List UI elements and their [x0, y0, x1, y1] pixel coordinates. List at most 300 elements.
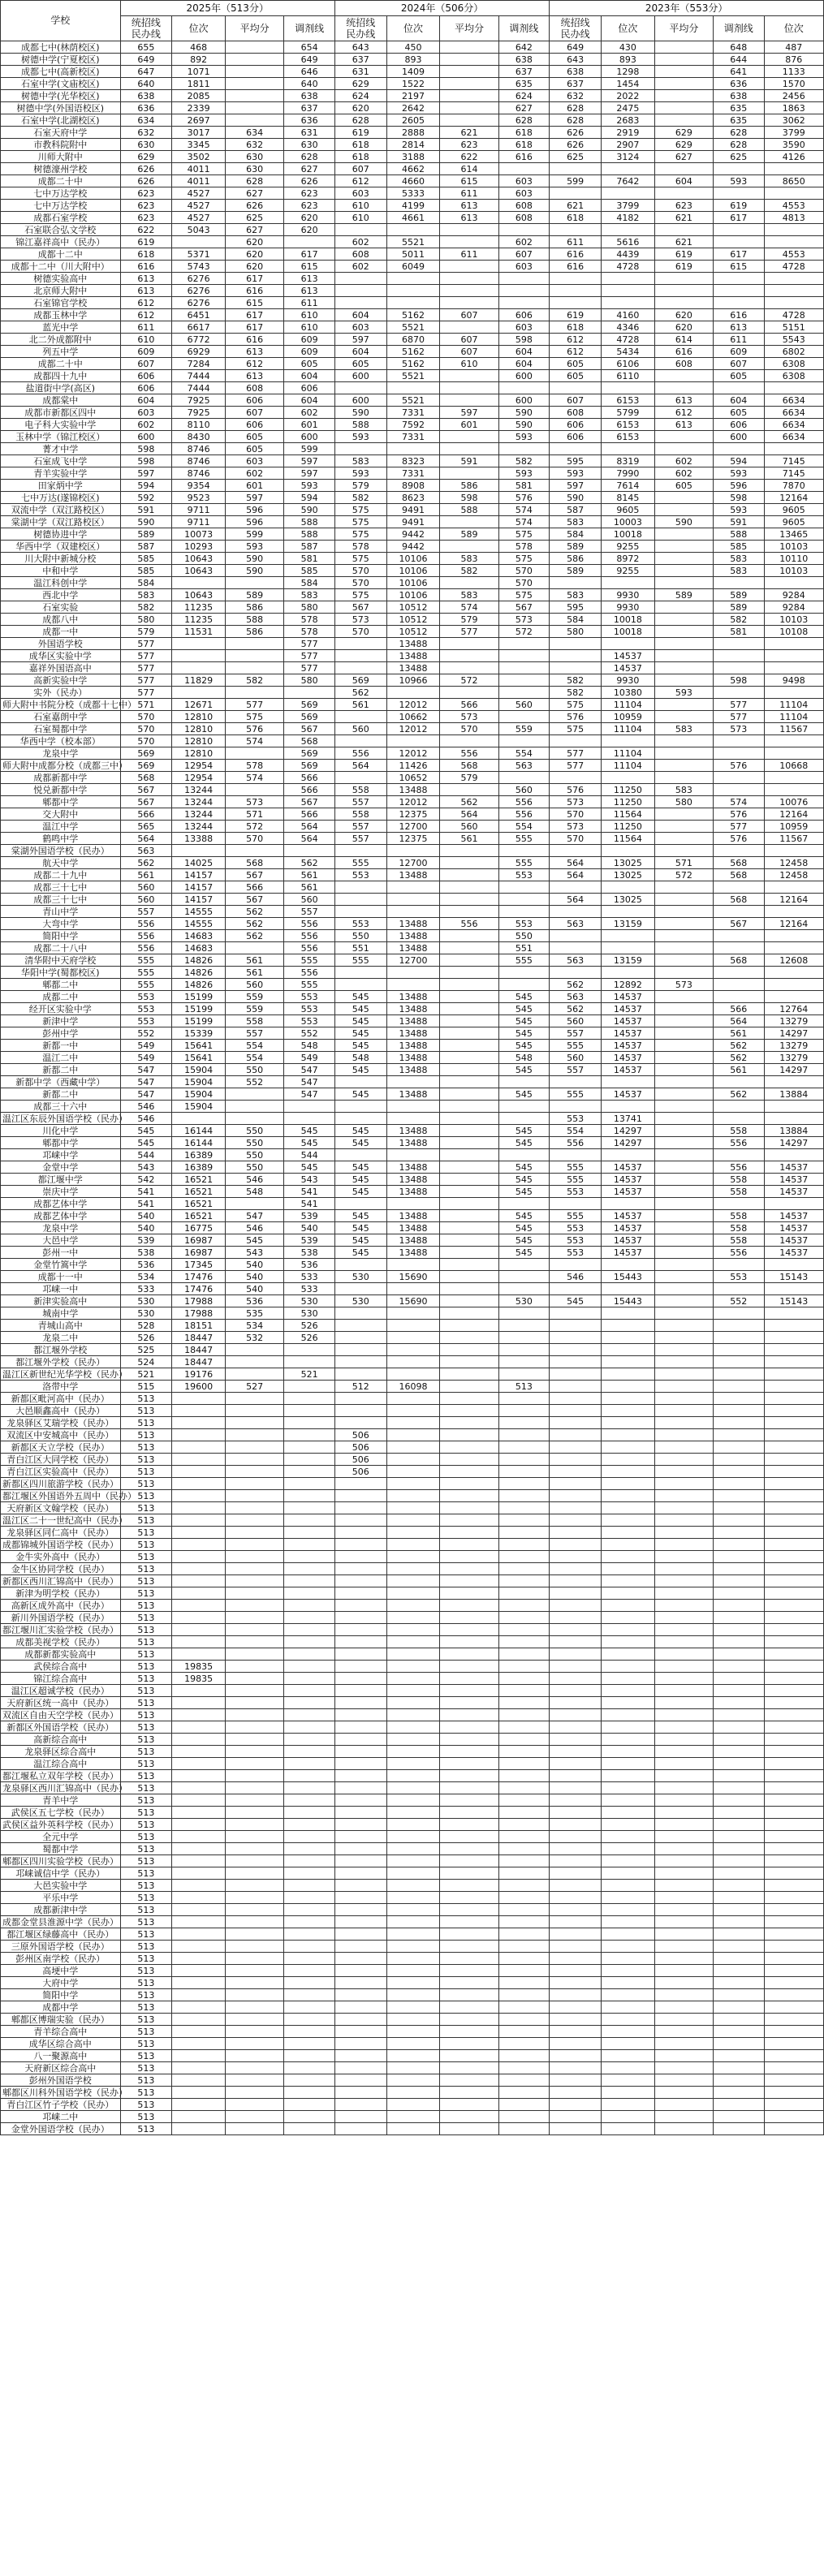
table-row	[1, 1283, 824, 1295]
school-name: 成都三十七中	[1, 881, 121, 894]
table-body	[1, 41, 824, 2135]
score-cell: 554	[226, 1040, 284, 1052]
score-cell: 4182	[601, 212, 654, 224]
score-cell	[440, 1989, 498, 2001]
score-cell: 564	[284, 821, 335, 833]
score-cell: 572	[440, 674, 498, 687]
score-cell	[386, 1587, 440, 1600]
score-cell: 3799	[601, 200, 654, 212]
score-cell: 544	[120, 1149, 172, 1161]
score-cell	[386, 1734, 440, 1746]
score-cell: 4199	[386, 200, 440, 212]
table-row	[1, 1344, 824, 1356]
score-cell	[498, 1758, 550, 1770]
score-cell	[764, 1685, 823, 1697]
score-cell	[713, 1563, 764, 1575]
score-cell: 12164	[764, 492, 823, 504]
score-cell: 552	[226, 1076, 284, 1088]
score-cell	[498, 1904, 550, 1916]
score-cell: 11104	[601, 723, 654, 735]
score-cell	[386, 906, 440, 918]
score-cell: 534	[120, 1271, 172, 1283]
score-cell: 545	[284, 1125, 335, 1137]
table-row	[1, 1247, 824, 1259]
score-cell	[654, 711, 713, 723]
score-cell	[172, 1965, 226, 1977]
score-cell	[654, 565, 713, 577]
score-cell: 513	[120, 2001, 172, 2014]
score-cell: 602	[226, 467, 284, 480]
score-cell: 10106	[386, 553, 440, 565]
school-name: 双流区中安城高中（民办）	[1, 1429, 121, 1441]
score-cell: 646	[284, 66, 335, 78]
score-cell: 4160	[601, 309, 654, 321]
score-cell: 629	[334, 78, 386, 90]
score-cell: 545	[334, 1174, 386, 1186]
score-cell: 562	[226, 930, 284, 942]
score-cell: 545	[334, 1015, 386, 1027]
subheader-average-score: 平均分	[654, 16, 713, 41]
score-cell	[654, 626, 713, 638]
score-cell	[334, 979, 386, 991]
table-row	[1, 66, 824, 78]
score-cell: 555	[334, 954, 386, 967]
score-cell	[601, 1989, 654, 2001]
score-cell	[713, 2050, 764, 2062]
score-cell	[226, 1478, 284, 1490]
score-cell: 6308	[764, 370, 823, 382]
score-cell: 562	[120, 857, 172, 869]
score-cell: 521	[284, 1368, 335, 1381]
score-cell: 513	[120, 1770, 172, 1782]
score-cell	[440, 1941, 498, 1953]
score-cell	[654, 662, 713, 674]
score-cell	[172, 1867, 226, 1880]
score-cell	[172, 1636, 226, 1648]
score-cell: 556	[498, 796, 550, 808]
score-cell	[386, 1831, 440, 1843]
score-cell: 572	[498, 626, 550, 638]
score-cell	[172, 1843, 226, 1855]
score-cell: 576	[550, 711, 602, 723]
score-cell: 16521	[172, 1198, 226, 1210]
school-name: 新都中学（西藏中学）	[1, 1076, 121, 1088]
score-cell	[764, 1417, 823, 1429]
score-cell	[284, 1514, 335, 1527]
score-cell: 545	[334, 1222, 386, 1234]
school-name: 温江综合高中	[1, 1758, 121, 1770]
score-cell	[226, 687, 284, 699]
score-cell	[601, 1697, 654, 1709]
score-cell: 513	[120, 1393, 172, 1405]
score-cell	[334, 1539, 386, 1551]
score-cell	[334, 1831, 386, 1843]
score-cell: 556	[713, 1137, 764, 1149]
score-cell: 2197	[386, 90, 440, 102]
score-cell	[550, 1746, 602, 1758]
score-cell: 513	[120, 1989, 172, 2001]
score-cell	[440, 2038, 498, 2050]
table-row	[1, 2038, 824, 2050]
score-cell	[226, 114, 284, 127]
score-cell: 557	[550, 1027, 602, 1040]
score-cell: 10380	[601, 687, 654, 699]
score-cell	[654, 1356, 713, 1368]
score-cell	[654, 1137, 713, 1149]
score-cell: 601	[284, 419, 335, 431]
score-cell	[440, 881, 498, 894]
score-cell	[334, 967, 386, 979]
score-cell	[386, 1514, 440, 1527]
score-cell: 583	[713, 565, 764, 577]
score-cell: 9930	[601, 601, 654, 614]
score-cell	[601, 1734, 654, 1746]
score-cell	[550, 1101, 602, 1113]
score-cell: 612	[120, 309, 172, 321]
score-cell	[284, 1697, 335, 1709]
score-cell: 4728	[601, 261, 654, 273]
score-cell	[334, 1916, 386, 1928]
score-cell	[601, 2038, 654, 2050]
school-name: 成华区实验中学	[1, 650, 121, 662]
score-cell: 545	[334, 1234, 386, 1247]
score-cell	[172, 2050, 226, 2062]
score-cell: 567	[284, 723, 335, 735]
score-cell: 568	[713, 954, 764, 967]
table-row	[1, 1697, 824, 1709]
table-row	[1, 614, 824, 626]
school-name: 成都二十中	[1, 175, 121, 187]
score-cell: 561	[284, 881, 335, 894]
score-cell: 561	[334, 699, 386, 711]
score-cell	[334, 1575, 386, 1587]
score-cell: 14537	[601, 1027, 654, 1040]
score-cell	[498, 1807, 550, 1819]
table-row	[1, 2062, 824, 2074]
score-cell: 620	[334, 102, 386, 114]
score-cell: 605	[713, 370, 764, 382]
score-cell	[172, 1113, 226, 1125]
score-cell: 627	[226, 224, 284, 236]
score-cell	[172, 1417, 226, 1429]
score-cell	[334, 1198, 386, 1210]
table-row	[1, 638, 824, 650]
score-cell: 13488	[386, 650, 440, 662]
score-cell	[654, 894, 713, 906]
score-cell: 9605	[764, 516, 823, 528]
score-cell	[440, 1149, 498, 1161]
score-cell	[498, 1356, 550, 1368]
score-cell	[654, 1478, 713, 1490]
score-cell	[172, 1685, 226, 1697]
score-cell: 632	[120, 127, 172, 139]
score-cell	[334, 2038, 386, 2050]
score-cell	[172, 1941, 226, 1953]
score-cell	[440, 857, 498, 869]
score-cell: 5043	[172, 224, 226, 236]
score-cell: 559	[498, 723, 550, 735]
score-cell: 15443	[601, 1295, 654, 1307]
score-cell	[226, 102, 284, 114]
score-cell: 13025	[601, 857, 654, 869]
score-cell	[764, 1807, 823, 1819]
score-cell: 583	[284, 589, 335, 601]
score-cell	[284, 1855, 335, 1867]
table-row	[1, 78, 824, 90]
table-row	[1, 1320, 824, 1332]
score-cell: 566	[226, 881, 284, 894]
score-cell	[601, 1782, 654, 1794]
school-name: 交大附中	[1, 808, 121, 821]
score-cell: 585	[120, 565, 172, 577]
score-cell	[764, 1782, 823, 1794]
score-cell	[498, 1271, 550, 1283]
table-row	[1, 187, 824, 200]
score-cell	[334, 1344, 386, 1356]
score-cell: 635	[498, 78, 550, 90]
score-cell	[386, 1794, 440, 1807]
score-cell: 634	[226, 127, 284, 139]
score-cell	[764, 382, 823, 394]
score-cell: 640	[284, 78, 335, 90]
score-cell	[498, 638, 550, 650]
school-name: 石室联合弘文学校	[1, 224, 121, 236]
score-cell: 590	[284, 504, 335, 516]
score-cell: 540	[226, 1271, 284, 1283]
table-row	[1, 1673, 824, 1685]
school-name: 平乐中学	[1, 1892, 121, 1904]
score-cell	[550, 2062, 602, 2074]
score-cell	[386, 1928, 440, 1941]
school-name: 都江堰私立双年学校（民办）	[1, 1770, 121, 1782]
score-cell: 600	[334, 370, 386, 382]
score-cell: 567	[713, 918, 764, 930]
score-cell	[654, 1661, 713, 1673]
score-cell: 1298	[601, 66, 654, 78]
school-name: 成都新津中学	[1, 1904, 121, 1916]
score-cell: 2085	[172, 90, 226, 102]
score-cell	[440, 1843, 498, 1855]
score-cell: 584	[550, 528, 602, 541]
score-cell	[550, 2026, 602, 2038]
school-name: 七中万达(遂锦校区)	[1, 492, 121, 504]
score-cell	[713, 772, 764, 784]
score-cell: 7990	[601, 467, 654, 480]
score-cell: 14297	[764, 1027, 823, 1040]
score-cell: 11235	[172, 614, 226, 626]
score-cell	[226, 1782, 284, 1794]
table-row	[1, 1892, 824, 1904]
score-cell: 6049	[386, 261, 440, 273]
score-cell	[654, 1283, 713, 1295]
score-cell: 543	[120, 1161, 172, 1174]
score-cell: 620	[284, 224, 335, 236]
score-cell	[386, 2038, 440, 2050]
score-cell	[654, 1904, 713, 1916]
score-cell	[226, 577, 284, 589]
score-cell: 574	[498, 516, 550, 528]
table-row	[1, 760, 824, 772]
school-name: 青羊实验中学	[1, 467, 121, 480]
score-cell: 14537	[764, 1234, 823, 1247]
score-cell: 10106	[386, 565, 440, 577]
score-cell	[498, 1648, 550, 1661]
score-cell: 513	[120, 1855, 172, 1867]
school-name: 石室中学(北湖校区)	[1, 114, 121, 127]
score-cell: 564	[284, 833, 335, 845]
score-cell: 513	[120, 1441, 172, 1454]
score-cell	[226, 1624, 284, 1636]
score-cell: 12810	[172, 747, 226, 760]
score-cell	[334, 1721, 386, 1734]
score-cell	[284, 1648, 335, 1661]
score-cell	[440, 638, 498, 650]
score-cell: 564	[440, 808, 498, 821]
score-cell	[601, 1101, 654, 1113]
score-cell	[334, 2001, 386, 2014]
score-cell	[386, 1977, 440, 1989]
score-cell: 589	[713, 589, 764, 601]
score-cell: 560	[498, 699, 550, 711]
score-cell: 577	[120, 674, 172, 687]
score-cell: 11104	[764, 699, 823, 711]
score-cell	[654, 1782, 713, 1794]
score-cell: 558	[713, 1125, 764, 1137]
score-cell: 577	[713, 699, 764, 711]
score-cell: 572	[654, 869, 713, 881]
score-cell	[764, 1101, 823, 1113]
score-cell	[334, 2074, 386, 2087]
score-cell: 530	[334, 1271, 386, 1283]
table-row	[1, 735, 824, 747]
score-cell	[654, 2099, 713, 2111]
score-cell: 14297	[601, 1137, 654, 1149]
score-cell	[172, 1514, 226, 1527]
score-cell: 4662	[386, 163, 440, 175]
score-cell	[550, 1198, 602, 1210]
score-cell	[654, 833, 713, 845]
score-cell: 513	[120, 1539, 172, 1551]
score-cell: 17988	[172, 1307, 226, 1320]
school-name: 经开区实验中学	[1, 1003, 121, 1015]
score-cell: 14537	[601, 1088, 654, 1101]
score-cell: 618	[550, 212, 602, 224]
score-cell	[334, 1953, 386, 1965]
score-cell: 513	[120, 1916, 172, 1928]
table-row	[1, 1332, 824, 1344]
score-cell: 582	[226, 674, 284, 687]
score-cell	[498, 2001, 550, 2014]
score-cell	[764, 1648, 823, 1661]
table-row	[1, 1721, 824, 1734]
score-cell: 530	[120, 1295, 172, 1307]
table-row	[1, 1210, 824, 1222]
score-cell	[654, 382, 713, 394]
score-cell: 13244	[172, 796, 226, 808]
score-cell	[498, 1953, 550, 1965]
score-cell: 513	[120, 2062, 172, 2074]
score-cell	[226, 2099, 284, 2111]
score-cell: 545	[334, 1137, 386, 1149]
score-cell	[386, 297, 440, 309]
score-cell	[550, 1855, 602, 1867]
score-cell: 610	[284, 321, 335, 334]
score-cell	[386, 1648, 440, 1661]
table-row	[1, 443, 824, 455]
table-row	[1, 1965, 824, 1977]
score-cell: 606	[120, 370, 172, 382]
score-cell	[386, 1624, 440, 1636]
score-cell: 513	[120, 1867, 172, 1880]
score-cell: 577	[226, 699, 284, 711]
score-cell	[601, 735, 654, 747]
table-row	[1, 1807, 824, 1819]
score-cell: 5011	[386, 248, 440, 261]
score-cell	[498, 1076, 550, 1088]
score-cell: 513	[120, 2099, 172, 2111]
score-cell	[334, 1928, 386, 1941]
score-cell	[284, 1673, 335, 1685]
score-cell	[440, 1661, 498, 1673]
score-cell	[440, 1064, 498, 1076]
score-cell	[601, 1283, 654, 1295]
score-cell: 551	[334, 942, 386, 954]
score-cell	[601, 163, 654, 175]
score-cell	[601, 1405, 654, 1417]
score-cell	[284, 1490, 335, 1502]
score-cell: 556	[713, 1247, 764, 1259]
score-cell	[713, 1794, 764, 1807]
score-cell: 570	[334, 626, 386, 638]
score-cell: 3345	[172, 139, 226, 151]
score-cell: 602	[334, 236, 386, 248]
score-cell	[764, 224, 823, 236]
score-cell: 13488	[386, 662, 440, 674]
score-cell	[601, 1368, 654, 1381]
score-cell: 580	[284, 601, 335, 614]
score-cell	[550, 2050, 602, 2062]
score-cell: 590	[654, 516, 713, 528]
score-cell: 530	[284, 1307, 335, 1320]
score-cell	[440, 662, 498, 674]
score-cell: 568	[713, 857, 764, 869]
subheader-admission-line: 统招线 民办线	[550, 16, 602, 41]
table-row	[1, 309, 824, 321]
score-cell	[440, 1234, 498, 1247]
table-row	[1, 41, 824, 54]
score-cell: 600	[334, 394, 386, 407]
score-cell	[654, 2038, 713, 2050]
score-cell	[386, 1685, 440, 1697]
score-cell: 14537	[601, 1161, 654, 1174]
score-cell: 605	[713, 407, 764, 419]
score-cell	[550, 1941, 602, 1953]
score-cell: 4527	[172, 187, 226, 200]
score-cell: 555	[284, 979, 335, 991]
school-name: 都江堰区外国语外五周中（民办）	[1, 1490, 121, 1502]
score-cell: 619	[120, 236, 172, 248]
score-cell: 6634	[764, 419, 823, 431]
score-cell: 627	[226, 187, 284, 200]
score-cell	[334, 1393, 386, 1405]
score-cell	[284, 1563, 335, 1575]
score-cell: 9284	[764, 601, 823, 614]
score-cell	[601, 1307, 654, 1320]
school-name: 大邑中学	[1, 1234, 121, 1247]
table-row	[1, 1259, 824, 1271]
score-cell	[764, 1880, 823, 1892]
score-cell: 555	[550, 1210, 602, 1222]
